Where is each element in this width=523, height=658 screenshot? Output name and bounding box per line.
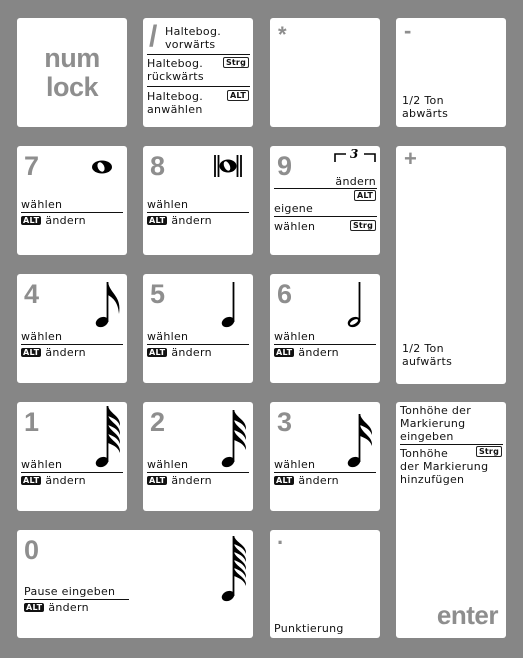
divide-key[interactable]: [143, 18, 253, 127]
select-label: wählen: [21, 458, 63, 471]
alt-badge: ALT: [23, 476, 40, 485]
change-text: ändern: [45, 346, 86, 359]
strg-badge: Strg: [223, 57, 249, 68]
alt-change-label: [21, 346, 86, 359]
alt-badge: ALT: [227, 90, 249, 101]
alt-change-label: [24, 601, 89, 614]
tie-backward-line2: rückwärts: [147, 70, 204, 83]
enter-pitch-label: [400, 404, 471, 443]
tie-select-label: [147, 90, 203, 116]
sixty-fourth-note-icon: [93, 404, 123, 468]
change-text: ändern: [48, 601, 89, 614]
asterisk-symbol: *: [278, 22, 287, 47]
divider: [21, 344, 123, 345]
enter-label: enter: [436, 600, 498, 630]
multiply-key[interactable]: [270, 18, 380, 127]
key-5[interactable]: [143, 274, 253, 383]
alt-badge: ALT: [149, 348, 166, 357]
alt-badge: ALT: [149, 216, 166, 225]
alt-badge: ALT: [26, 603, 43, 612]
whole-note-icon: [90, 159, 114, 175]
pause-label: Pause eingeben: [24, 585, 116, 598]
divide-symbol: /: [149, 20, 158, 53]
divider: [21, 212, 123, 213]
key-number: 4: [24, 279, 40, 309]
strg-badge: Strg: [350, 220, 376, 231]
num-lock-label: [17, 44, 127, 102]
divider: [274, 472, 376, 473]
alt-change-label: [274, 474, 339, 487]
key-number: 2: [150, 407, 166, 437]
select-label: wählen: [147, 198, 189, 211]
sixteenth-note-icon: [345, 404, 375, 468]
alt-change-label: [147, 346, 212, 359]
change-text: ändern: [45, 214, 86, 227]
divider: [274, 188, 377, 189]
key-8[interactable]: [143, 146, 253, 255]
enter-key[interactable]: [396, 402, 506, 638]
alt-change-label: [274, 346, 339, 359]
semitone-down-line2: abwärts: [402, 107, 449, 120]
key-number: 3: [277, 407, 293, 437]
tie-select-line2: anwählen: [147, 103, 203, 116]
divider: [147, 344, 249, 345]
change-text: ändern: [171, 214, 212, 227]
semitone-down-label: [402, 94, 448, 120]
select-label: wählen: [147, 458, 189, 471]
key-number: 5: [150, 279, 166, 309]
key-7[interactable]: [17, 146, 127, 255]
divider: [147, 86, 250, 87]
key-1[interactable]: [17, 402, 127, 511]
enter-line2: Markierung: [400, 417, 466, 430]
divider: [24, 599, 129, 600]
key-4[interactable]: [17, 274, 127, 383]
thirty-second-note-icon: [219, 404, 249, 468]
divider: [21, 472, 123, 473]
change-text: ändern: [298, 346, 339, 359]
tie-forward-label: [165, 25, 221, 51]
num-lock-key[interactable]: [17, 18, 127, 127]
change-text: ändern: [171, 474, 212, 487]
key-2[interactable]: [143, 402, 253, 511]
semitone-up-line2: aufwärts: [402, 355, 453, 368]
enter-line1: Tonhöhe der: [400, 404, 472, 417]
semitone-up-line1: 1/2 Ton: [402, 342, 444, 355]
alt-change-label: [147, 474, 212, 487]
key-number: 1: [24, 407, 40, 437]
alt-badge: ALT: [276, 348, 293, 357]
strg-badge: Strg: [476, 446, 502, 457]
enter-line4: Tonhöhe: [400, 447, 449, 460]
enter-line5: der Markierung: [400, 460, 489, 473]
tie-forward-line1: Haltebog.: [165, 25, 222, 38]
key-number: 7: [24, 151, 40, 181]
enter-line6: hinzufügen: [400, 473, 465, 486]
quarter-note-icon: [219, 280, 243, 330]
alt-badge: ALT: [354, 190, 376, 201]
alt-change-label: [21, 214, 86, 227]
select-label: wählen: [147, 330, 189, 343]
semitone-up-label: [402, 342, 452, 368]
divider: [147, 472, 249, 473]
alt-badge: ALT: [276, 476, 293, 485]
select-label: wählen: [274, 220, 316, 233]
key-number: 8: [150, 151, 166, 181]
divider: [147, 212, 249, 213]
hundred-twenty-eighth-note-icon: [219, 534, 249, 604]
num-lock-line2: lock: [45, 72, 99, 102]
alt-badge: ALT: [149, 476, 166, 485]
change-text: ändern: [45, 474, 86, 487]
num-lock-line1: num: [44, 43, 100, 73]
change-text: ändern: [298, 474, 339, 487]
divider: [274, 344, 376, 345]
minus-key[interactable]: [396, 18, 506, 127]
alt-change-label: [147, 214, 212, 227]
eighth-note-icon: [93, 280, 123, 330]
tie-select-line1: Haltebog.: [147, 90, 204, 103]
tuplet-number: 3: [350, 147, 359, 161]
key-9[interactable]: [270, 146, 380, 255]
dotting-label: Punktierung: [274, 622, 344, 635]
key-number: 6: [277, 279, 293, 309]
alt-badge: ALT: [23, 216, 40, 225]
breve-note-icon: [213, 154, 243, 178]
dot-symbol: ·: [277, 530, 285, 555]
select-label: wählen: [21, 198, 63, 211]
change-label: ändern: [335, 175, 376, 188]
select-label: wählen: [21, 330, 63, 343]
own-label: eigene: [274, 202, 314, 215]
key-number: 9: [277, 151, 293, 181]
key-6[interactable]: [270, 274, 380, 383]
divider: [147, 54, 250, 55]
minus-symbol: -: [404, 18, 412, 43]
key-number: 0: [24, 535, 40, 565]
select-label: wählen: [274, 330, 316, 343]
half-note-icon: [345, 280, 369, 330]
enter-line3: eingeben: [400, 430, 454, 443]
tie-backward-line1: Haltebog.: [147, 57, 204, 70]
semitone-down-line1: 1/2 Ton: [402, 94, 444, 107]
key-0[interactable]: [17, 530, 253, 638]
decimal-key[interactable]: [270, 530, 380, 638]
change-text: ändern: [171, 346, 212, 359]
plus-symbol: +: [404, 146, 417, 171]
select-label: wählen: [274, 458, 316, 471]
divider: [274, 216, 377, 217]
alt-change-label: [21, 474, 86, 487]
key-3[interactable]: [270, 402, 380, 511]
divider: [400, 444, 503, 445]
tie-backward-label: [147, 57, 204, 83]
plus-key[interactable]: [396, 146, 506, 384]
tie-forward-line2: vorwärts: [165, 38, 216, 51]
alt-badge: ALT: [23, 348, 40, 357]
